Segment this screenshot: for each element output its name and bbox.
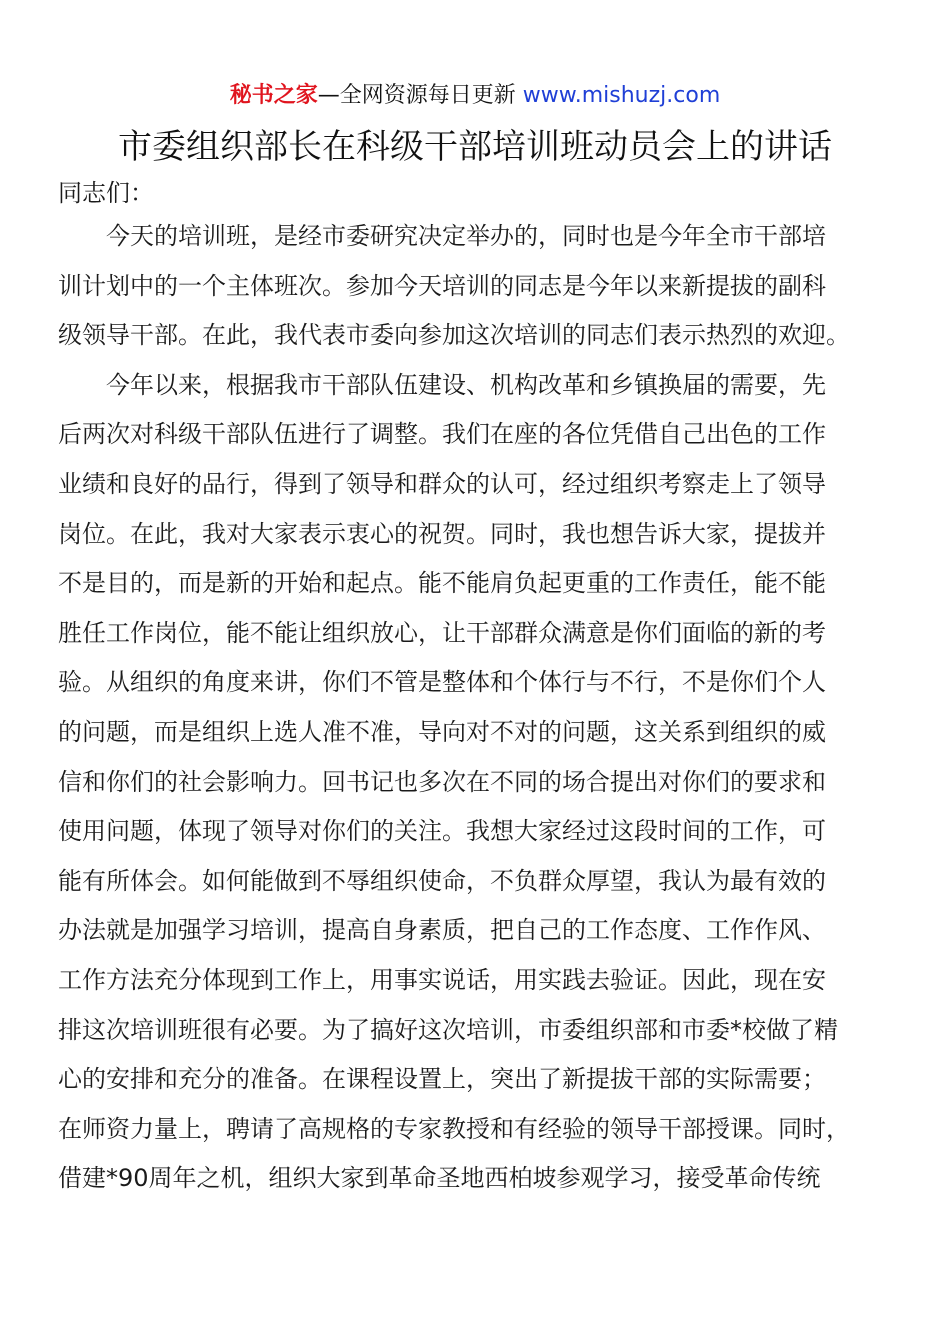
document-title: 市委组织部长在科级干部培训班动员会上的讲话 — [118, 127, 832, 167]
body-line: 业绩和良好的品行，得到了领导和群众的认可，经过组织考察走上了领导 — [58, 469, 826, 498]
body-line: 后两次对科级干部队伍进行了调整。我们在座的各位凭借自己出色的工作 — [58, 420, 826, 449]
body-line: 能有所体会。如何能做到不辱组织使命，不负群众厚望，我认为最有效的 — [58, 866, 826, 895]
body-line: 今天的培训班，是经市委研究决定举办的，同时也是今年全市干部培 — [58, 222, 826, 250]
body-line: 不是目的，而是新的开始和起点。能不能肩负起更重的工作责任，能不能 — [58, 569, 826, 598]
body-line: 借建*90周年之机，组织大家到革命圣地西柏坡参观学习，接受革命传统 — [58, 1164, 821, 1193]
body-line: 今年以来，根据我市干部队伍建设、机构改革和乡镇换届的需要，先 — [58, 370, 826, 399]
header-tagline: —全网资源每日更新 — [317, 83, 516, 108]
body-line: 同志们： — [58, 179, 154, 207]
body-line: 办法就是加强学习培训，提高自身素质，把自己的工作态度、工作作风、 — [58, 916, 826, 945]
body-line: 级领导干部。在此，我代表市委向参加这次培训的同志们表示热烈的欢迎。 — [58, 321, 850, 350]
body-line: 的问题，而是组织上选人准不准，导向对不对的问题，这关系到组织的威 — [58, 717, 826, 746]
body-line: 排这次培训班很有必要。为了搞好这次培训，市委组织部和市委*校做了精 — [58, 1015, 838, 1044]
body-line: 验。从组织的角度来讲，你们不管是整体和个体行与不行，不是你们个人 — [58, 668, 826, 697]
header-url-link[interactable]: www.mishuzj.com — [522, 83, 721, 108]
site-header — [0, 80, 950, 112]
body-line: 使用问题，体现了领导对你们的关注。我想大家经过这段时间的工作，可 — [58, 817, 826, 846]
body-line: 训计划中的一个主体班次。参加今天培训的同志是今年以来新提拔的副科 — [58, 271, 826, 300]
body-line: 在师资力量上，聘请了高规格的专家教授和有经验的领导干部授课。同时， — [58, 1114, 850, 1143]
header-brand: 秘书之家 — [229, 83, 318, 108]
body-line: 信和你们的社会影响力。回书记也多次在不同的场合提出对你们的要求和 — [58, 767, 826, 796]
body-line: 胜任工作岗位，能不能让组织放心，让干部群众满意是你们面临的新的考 — [58, 618, 826, 647]
body-line: 工作方法充分体现到工作上，用事实说话，用实践去验证。因此，现在安 — [58, 965, 826, 994]
body-line: 岗位。在此，我对大家表示衷心的祝贺。同时，我也想告诉大家，提拔并 — [58, 519, 826, 548]
body-line: 心的安排和充分的准备。在课程设置上，突出了新提拔干部的实际需要； — [58, 1065, 826, 1094]
document-body — [58, 174, 894, 1204]
